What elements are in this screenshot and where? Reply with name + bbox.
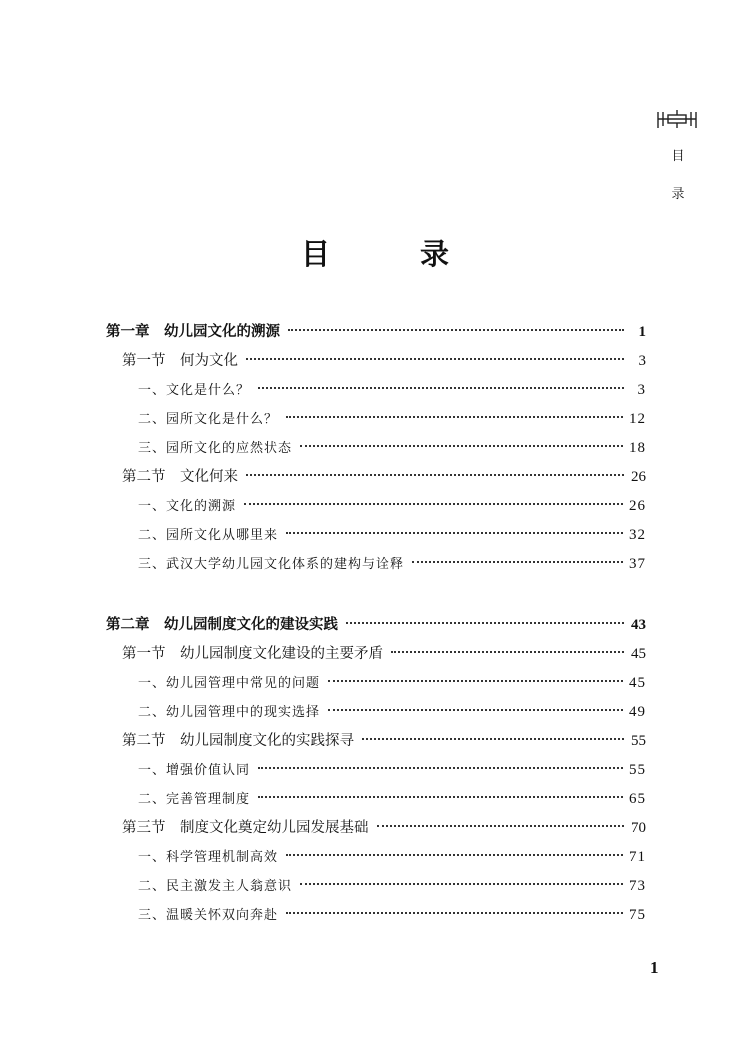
toc-item[interactable] <box>106 669 646 698</box>
toc-chapter[interactable] <box>106 318 646 347</box>
running-head-char: 目 <box>671 149 685 164</box>
toc-item-label: 二、民主激发主人翁意识 <box>138 879 293 894</box>
toc-item-page-number: 75 <box>629 907 646 923</box>
toc-item[interactable] <box>106 785 646 814</box>
toc-item-label: 三、温暖关怀双向奔赴 <box>138 908 279 923</box>
toc-section-label: 第三节 制度文化奠定幼儿园发展基础 <box>122 820 369 836</box>
toc-section-label: 第二节 文化何来 <box>122 469 238 485</box>
dot-leader <box>286 532 623 534</box>
header-ornament-icon <box>656 108 698 130</box>
dot-leader <box>288 329 624 331</box>
page-title: 目 录 <box>300 237 490 271</box>
toc-item-label: 一、科学管理机制高效 <box>138 850 279 865</box>
toc-item[interactable] <box>106 376 646 405</box>
toc-section-page-number: 70 <box>631 820 646 836</box>
toc-section[interactable] <box>106 463 646 492</box>
dot-leader <box>300 883 623 885</box>
toc-chapter[interactable] <box>106 611 646 640</box>
toc-item-label: 三、武汉大学幼儿园文化体系的建构与诠释 <box>138 557 405 572</box>
toc-item[interactable] <box>106 492 646 521</box>
dot-leader <box>258 767 623 769</box>
toc-section[interactable] <box>106 814 646 843</box>
toc-item-label: 二、幼儿园管理中的现实选择 <box>138 705 321 720</box>
running-head-char: 录 <box>671 187 685 202</box>
dot-leader <box>246 358 624 360</box>
toc-chapter-label: 第一章 幼儿园文化的溯源 <box>106 324 280 340</box>
toc-item-label: 二、园所文化是什么？ <box>138 412 279 427</box>
dot-leader <box>286 854 623 856</box>
toc-section-page-number: 3 <box>638 353 646 369</box>
dot-leader <box>300 445 623 447</box>
dot-leader <box>286 912 623 914</box>
toc-item-page-number: 73 <box>629 878 646 894</box>
toc-item[interactable] <box>106 550 646 579</box>
dot-leader <box>377 825 625 827</box>
toc-section-page-number: 45 <box>631 646 646 662</box>
dot-leader <box>258 387 624 389</box>
toc-item[interactable] <box>106 843 646 872</box>
toc-item[interactable] <box>106 521 646 550</box>
toc-item[interactable] <box>106 756 646 785</box>
toc-item-label: 一、幼儿园管理中常见的问题 <box>138 676 321 691</box>
dot-leader <box>328 709 623 711</box>
toc-item-label: 二、园所文化从哪里来 <box>138 528 279 543</box>
running-head-title <box>668 138 688 214</box>
toc-item-label: 二、完善管理制度 <box>138 792 251 807</box>
toc-item-label: 一、文化是什么？ <box>138 383 251 398</box>
toc-item-page-number: 71 <box>629 849 646 865</box>
toc-section-label: 第二节 幼儿园制度文化的实践探寻 <box>122 733 354 749</box>
toc-item-page-number: 26 <box>629 498 646 514</box>
toc-item[interactable] <box>106 434 646 463</box>
page-number: 1 <box>650 958 659 977</box>
toc-section-label: 第一节 幼儿园制度文化建设的主要矛盾 <box>122 646 383 662</box>
dot-leader <box>258 796 623 798</box>
toc-item[interactable] <box>106 405 646 434</box>
toc-chapter-page-number: 1 <box>638 324 646 340</box>
toc-item-page-number: 55 <box>629 762 646 778</box>
toc-section-page-number: 26 <box>631 469 646 485</box>
toc-item-page-number: 49 <box>629 704 646 720</box>
toc-item[interactable] <box>106 901 646 930</box>
toc-chapter-label: 第二章 幼儿园制度文化的建设实践 <box>106 617 338 633</box>
toc-item-label: 三、园所文化的应然状态 <box>138 441 293 456</box>
table-of-contents <box>106 318 646 930</box>
dot-leader <box>246 474 624 476</box>
toc-item[interactable] <box>106 698 646 727</box>
toc-item-page-number: 65 <box>629 791 646 807</box>
toc-item-page-number: 45 <box>629 675 646 691</box>
dot-leader <box>412 561 623 563</box>
toc-item-label: 一、增强价值认同 <box>138 763 251 778</box>
toc-section[interactable] <box>106 727 646 756</box>
dot-leader <box>244 503 623 505</box>
toc-item-page-number: 32 <box>629 527 646 543</box>
dot-leader <box>286 416 623 418</box>
toc-section[interactable] <box>106 347 646 376</box>
dot-leader <box>391 651 624 653</box>
toc-item-label: 一、文化的溯源 <box>138 499 237 514</box>
toc-item-page-number: 37 <box>629 556 646 572</box>
toc-item[interactable] <box>106 872 646 901</box>
toc-item-page-number: 12 <box>629 411 646 427</box>
toc-item-page-number: 3 <box>637 382 646 398</box>
dot-leader <box>328 680 623 682</box>
toc-section[interactable] <box>106 640 646 669</box>
dot-leader <box>346 622 624 624</box>
toc-section-label: 第一节 何为文化 <box>122 353 238 369</box>
toc-chapter-page-number: 43 <box>631 617 646 633</box>
chapter-spacer <box>106 579 646 611</box>
toc-item-page-number: 18 <box>629 440 646 456</box>
toc-section-page-number: 55 <box>631 733 646 749</box>
dot-leader <box>362 738 624 740</box>
